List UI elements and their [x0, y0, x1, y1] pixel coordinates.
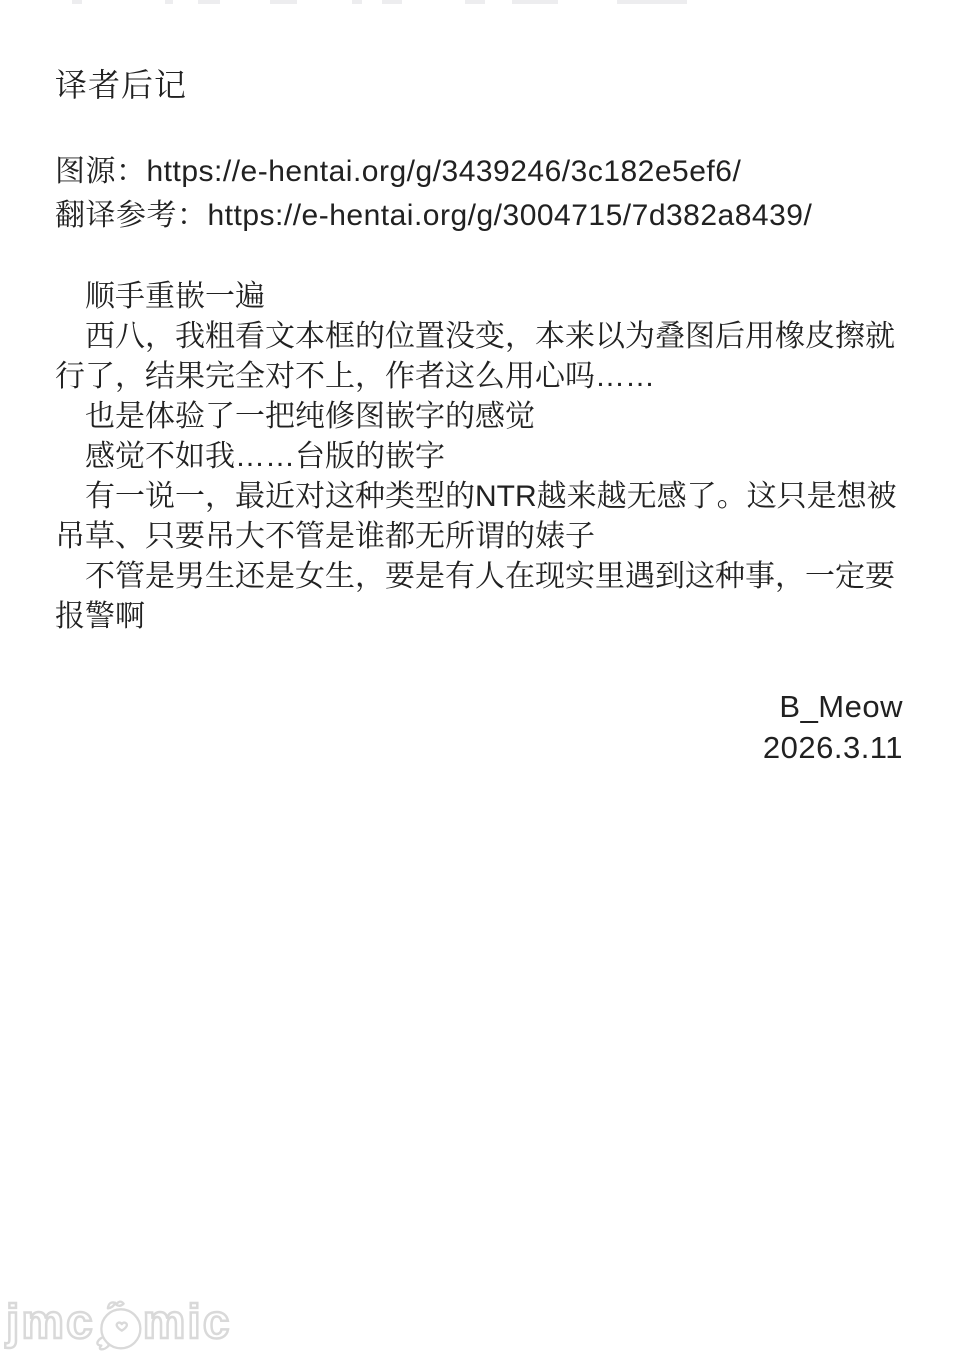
watermark-text-left: jmc [6, 1296, 95, 1349]
watermark-text-right: mic [142, 1296, 232, 1349]
afterword-body [55, 277, 909, 637]
afterword-paragraph: 西八，我粗看文本框的位置没变，本来以为叠图后用橡皮擦就行了，结果完全对不上，作者这么用心吗…… [55, 320, 895, 393]
translation-reference-line: 翻译参考：https://e-hentai.org/g/3004715/7d382a8439/ [55, 199, 813, 232]
afterword-paragraph: 不管是男生还是女生，要是有人在现实里遇到这种事，一定要报警啊 [55, 560, 895, 633]
cropped-glyph-artifact [72, 0, 82, 4]
cropped-glyph-artifact [512, 0, 558, 4]
cropped-glyph-artifact [352, 0, 362, 4]
cropped-glyph-artifact [617, 0, 687, 4]
image-source-line: 图源：https://e-hentai.org/g/3439246/3c182e5ef6/ [55, 155, 742, 188]
cropped-glyph-artifact [382, 0, 402, 4]
afterword-paragraph: 顺手重嵌一遍 [85, 280, 265, 313]
translator-name: B_Meow [779, 689, 903, 724]
afterword-paragraph: 感觉不如我……台版的嵌字 [85, 440, 445, 473]
afterword-paragraph: 也是体验了一把纯修图嵌字的感觉 [85, 400, 535, 433]
chick-mascot-icon [93, 1298, 145, 1354]
cropped-text-top-edge [0, 0, 960, 5]
signature-block [55, 686, 903, 768]
cropped-glyph-artifact [165, 0, 173, 4]
afterword-paragraph: 有一说一，最近对这种类型的NTR越来越无感了。这只是想被吊草、只要吊大不管是谁都无所谓的婊子 [55, 480, 897, 553]
cropped-glyph-artifact [270, 0, 297, 4]
source-links-block [55, 150, 935, 238]
cropped-glyph-artifact [198, 0, 220, 4]
signature-date: 2026.3.11 [762, 730, 903, 765]
page-title: 译者后记 [55, 67, 188, 103]
cropped-glyph-artifact [465, 0, 485, 4]
jmcomic-watermark [6, 1298, 231, 1348]
